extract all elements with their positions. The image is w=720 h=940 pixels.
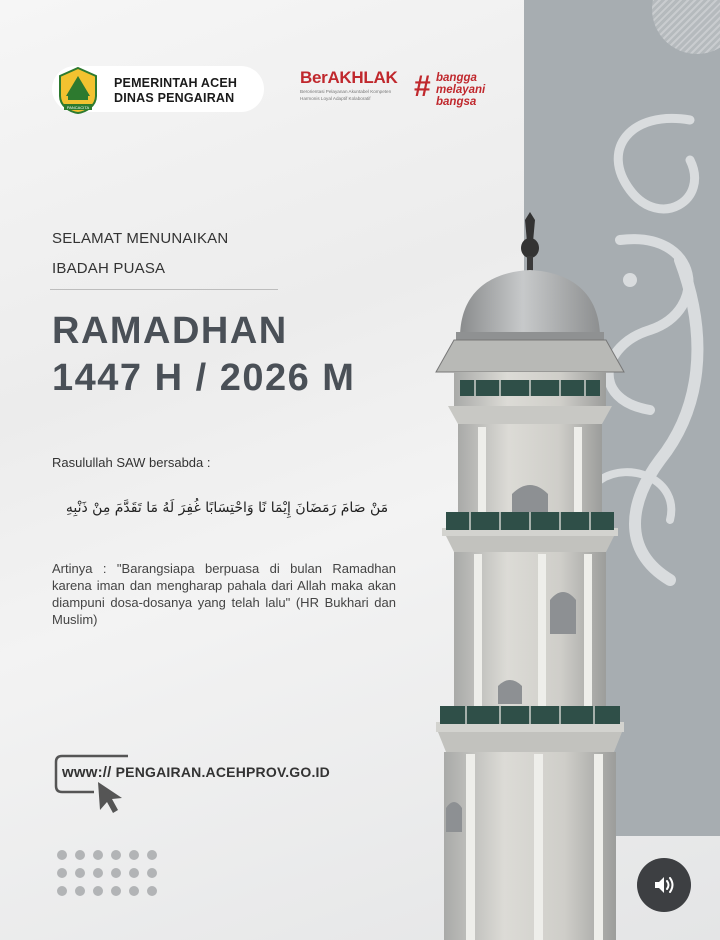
hadith-intro: Rasulullah SAW bersabda :	[52, 455, 211, 470]
hadith-meaning: Artinya : "Barangsiapa berpuasa di bulan Ramadhan karena iman dan mengharap pahala dari Allah maka akan diampuni dosa-dosanya yang telah lalu" (HR Bukhari dan Muslim)	[52, 561, 396, 627]
browser-cursor-icon	[54, 752, 134, 814]
berakhlak-sub-1: Berorientasi Pelayanan Akuntabel Kompeten	[300, 89, 392, 94]
bangga-line-1: bangga	[436, 72, 477, 84]
minaret-illustration	[430, 212, 630, 940]
hash-icon: #	[414, 70, 431, 103]
berakhlak-logo	[300, 68, 410, 112]
bangga-line-3: bangsa	[436, 96, 477, 108]
agency-line-2: DINAS PENGAIRAN	[114, 91, 235, 105]
url-domain: PENGAIRAN.ACEHPROV.GO.ID	[115, 764, 330, 780]
page-title	[52, 308, 355, 402]
sound-button[interactable]	[637, 858, 691, 912]
bangga-melayani-logo	[414, 70, 504, 110]
agency-name	[114, 76, 237, 106]
url-prefix: www://	[62, 764, 112, 781]
cursor-icon	[98, 782, 122, 813]
aceh-emblem-icon	[56, 66, 100, 114]
bangga-words	[436, 72, 485, 108]
greeting-line-1: SELAMAT MENUNAIKAN	[52, 230, 229, 247]
dot-grid-decoration	[57, 850, 157, 896]
divider	[50, 289, 278, 290]
title-line-1: RAMADHAN	[52, 310, 288, 352]
speaker-icon	[652, 873, 676, 897]
berakhlak-word: BerAKHLAK	[300, 68, 398, 87]
greeting-line-2: IBADAH PUASA	[52, 260, 166, 277]
greeting	[52, 224, 228, 284]
title-line-2: 1447 H / 2026 M	[52, 357, 356, 399]
berakhlak-sub-2: Harmonis Loyal Adaptif Kolaboratif	[300, 95, 371, 101]
agency-line-1: PEMERINTAH ACEH	[114, 76, 238, 90]
hadith-arabic: مَنْ صَامَ رَمَضَانَ إِيْمَا نًا وَاحْتِسَابًا غُفِرَ لَهُ مَا تَقَدَّمَ مِنْ ذَنْبِهِ	[65, 500, 389, 516]
logo-caption: PANCACITA	[66, 105, 90, 110]
website-link[interactable]	[62, 764, 330, 781]
bangga-line-2: melayani	[436, 84, 486, 96]
